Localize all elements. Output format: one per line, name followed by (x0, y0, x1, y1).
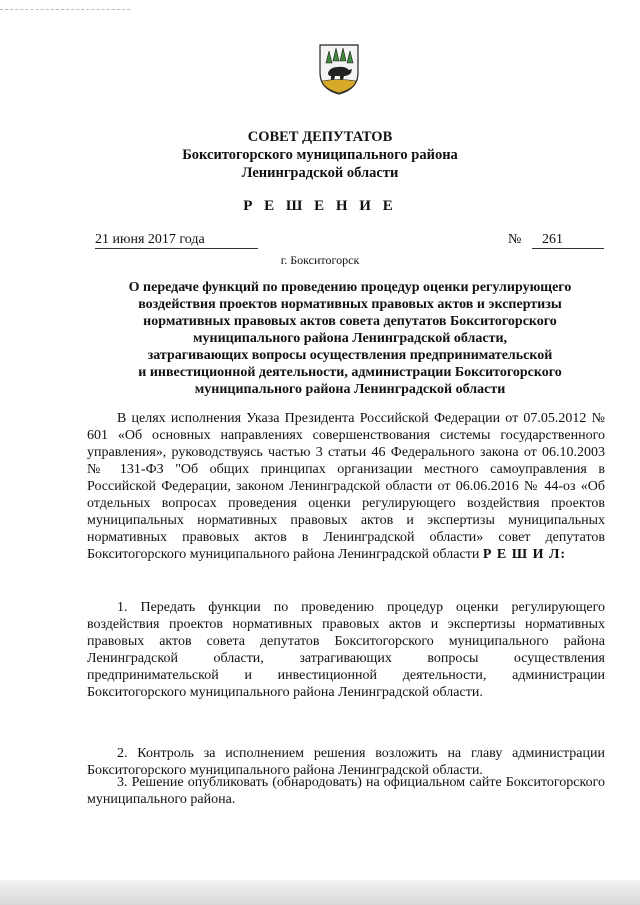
decision-number: 261 (532, 232, 604, 249)
decision-subject (90, 279, 610, 398)
item-1-paragraph: 1. Передать функции по проведению процедур оценки регулирующего воздействия проектов нормативных правовых актов и экспертизы нормативных правовых актов совета депутатов Бокситогорского муниципального района Ленинградской области, затрагивающих вопросы осуществления предпринимательской и инвестиционной деятельности, администрации Бокситогорского муниципального района Ленинградской области. (87, 600, 605, 700)
number-label: № (508, 232, 522, 247)
item-2-paragraph: 2. Контроль за исполнением решения возложить на главу администрации Бокситогорского муниципального района Ленинградской области. (87, 746, 605, 778)
council-title: СОВЕТ ДЕПУТАТОВ (247, 129, 393, 145)
scan-bottom-edge (0, 880, 640, 905)
subject-line: муниципального района Ленинградской области (194, 382, 506, 397)
subject-line: и инвестиционной деятельности, администрации Бокситогорского (138, 365, 562, 380)
city: г. Бокситогорск (280, 253, 360, 267)
subject-line: муниципального района Ленинградской области, (192, 331, 508, 346)
document-type: Р Е Ш Е Н И Е (243, 198, 397, 214)
district-name: Бокситогорского муниципального района (182, 147, 458, 163)
subject-line: затрагивающих вопросы осуществления предпринимательской (147, 348, 553, 363)
subject-line: воздействия проектов нормативных правовых актов и экспертизы (138, 297, 562, 312)
preamble-text: В целях исполнения Указа Президента Российской Федерации от 07.05.2012 № 601 «Об основных направлениях совершенствования системы государственного управления», руководствуясь частью 3 статьи 46 Федерального закона от 06.10.2003 № 131-ФЗ "Об общих принципах организации местного самоуправления в Российской Федерации, законом Ленинградской области от 06.06.2016 № 44-оз «Об отдельных вопросах проведения оценки регулирующего воздействия проектов муниципальных нормативных правовых актов и экспертизы муниципальных нормативных правовых актов в Ленинградской области» совет депутатов Бокситогорского муниципального района Ленинградской области (87, 411, 605, 562)
region-name: Ленинградской области (241, 165, 399, 181)
decision-date: 21 июня 2017 года (95, 232, 258, 249)
preamble-paragraph (87, 410, 605, 563)
coat-of-arms-icon (318, 43, 360, 95)
subject-line: О передаче функций по проведению процедур оценки регулирующего (128, 280, 572, 295)
decided-keyword: Р Е Ш И Л: (482, 547, 567, 562)
item-3-paragraph: 3. Решение опубликовать (обнародовать) на официальном сайте Бокситогорского муниципального района. (87, 775, 605, 807)
scan-edge-mark (0, 9, 130, 10)
subject-line: нормативных правовых актов совета депутатов Бокситогорского (143, 314, 557, 329)
